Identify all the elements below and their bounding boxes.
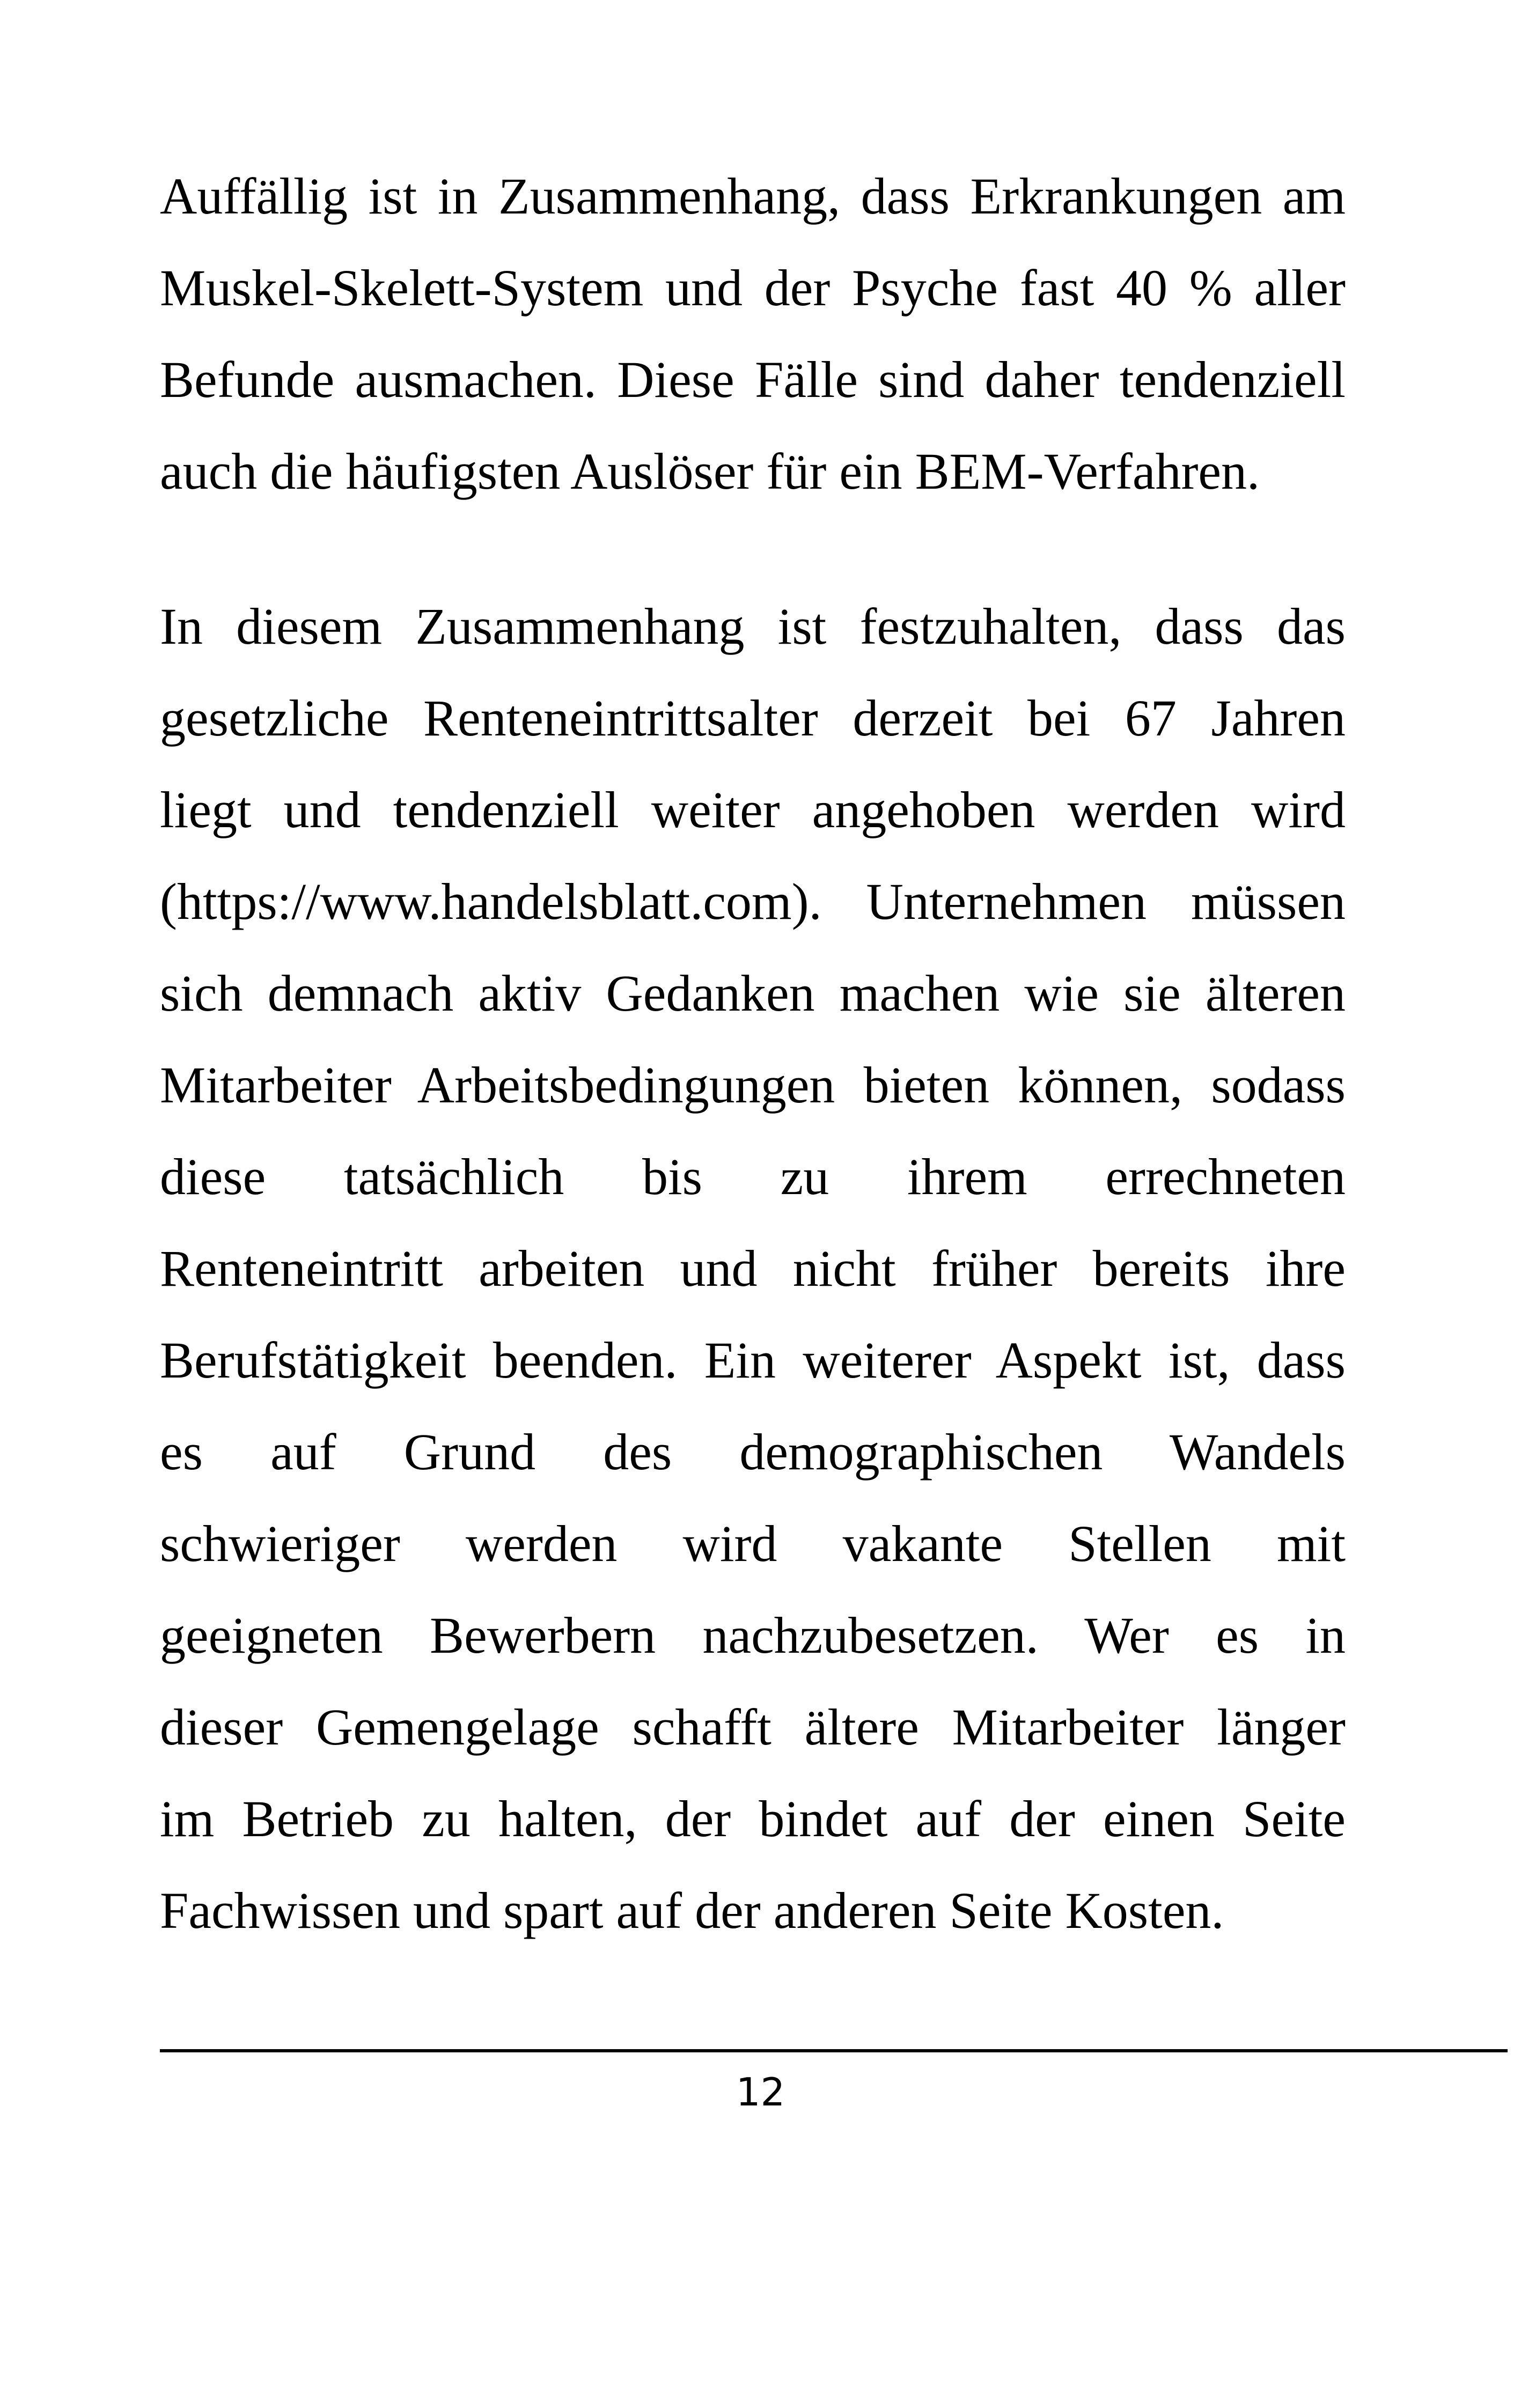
- text-line: Muskel-Skelett-System und der Psyche fast 40 % aller: [160, 259, 1346, 316]
- text-line: es auf Grund des demographischen Wandels: [160, 1423, 1346, 1481]
- footer-divider: [160, 2049, 1508, 2052]
- paragraph-2: [160, 580, 1346, 1956]
- text-line: In diesem Zusammenhang ist festzuhalten, dass das: [160, 598, 1346, 655]
- text-line: dieser Gemengelage schafft ältere Mitarbeiter länger: [160, 1698, 1346, 1756]
- text-line: Mitarbeiter Arbeitsbedingungen bieten können, sodass: [160, 1056, 1346, 1114]
- text-line: Fachwissen und spart auf der anderen Seite Kosten.: [160, 1882, 1224, 1939]
- text-line: diese tatsächlich bis zu ihrem errechneten: [160, 1148, 1346, 1205]
- text-line: Auffällig ist in Zusammenhang, dass Erkrankungen am: [160, 167, 1346, 225]
- text-line: gesetzliche Renteneintrittsalter derzeit bei 67 Jahren: [160, 689, 1346, 747]
- text-line: liegt und tendenziell weiter angehoben werden wird: [160, 781, 1346, 838]
- page-number: 12: [736, 2070, 785, 2115]
- text-line: Befunde ausmachen. Diese Fälle sind daher tendenziell: [160, 351, 1346, 408]
- text-line: sich demnach aktiv Gedanken machen wie sie älteren: [160, 964, 1346, 1022]
- paragraph-1: [160, 150, 1346, 517]
- text-line: (https://www.handelsblatt.com). Unternehmen müssen: [160, 873, 1346, 930]
- text-line: schwieriger werden wird vakante Stellen mit: [160, 1515, 1346, 1572]
- text-line: geeigneten Bewerbern nachzubesetzen. Wer es in: [160, 1607, 1346, 1664]
- text-line: im Betrieb zu halten, der bindet auf der einen Seite: [160, 1790, 1346, 1847]
- text-line: Renteneintritt arbeiten und nicht früher bereits ihre: [160, 1240, 1346, 1297]
- text-line: Berufstätigkeit beenden. Ein weiterer Aspekt ist, dass: [160, 1331, 1346, 1389]
- text-line: auch die häufigsten Auslöser für ein BEM-Verfahren.: [160, 443, 1260, 500]
